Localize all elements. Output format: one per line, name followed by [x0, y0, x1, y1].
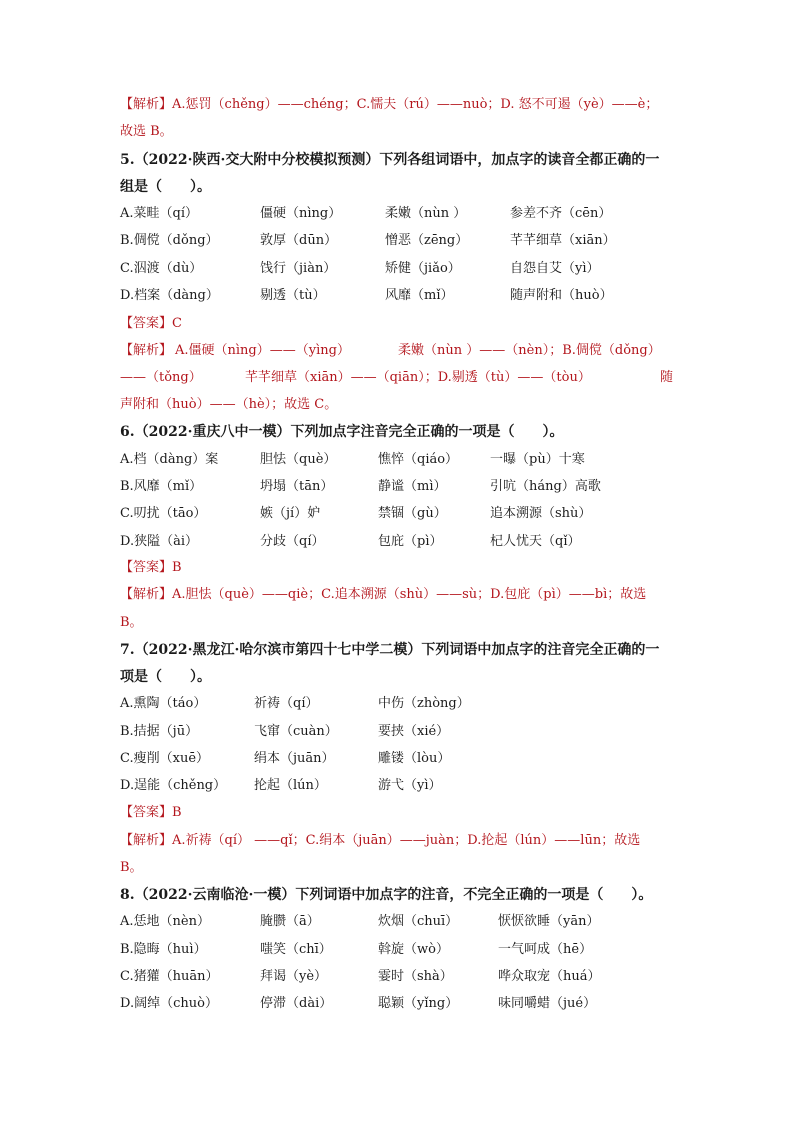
q5-stem-line2: 组是（ ）。	[120, 179, 211, 195]
q6-answer: 【答案】B	[120, 560, 182, 575]
q4-analysis-end: 故选 B。	[120, 124, 173, 139]
q7-answer: 【答案】B	[120, 805, 182, 820]
q5-answer: 【答案】C	[120, 316, 182, 331]
q7-analysis-line: 【解析】A.祈祷（qí） ——qǐ；C.绢本（juān）——juàn；D.抡起（lún）——lūn；故选	[120, 833, 641, 848]
q8-stem: 8.（2022·云南临沧·一模）下列词语中加点字的注音，不完全正确的一项是（ ）。	[120, 887, 653, 903]
q7-stem-line1: 7.（2022·黑龙江·哈尔滨市第四十七中学二模）下列词语中加点字的注音完全正确的一	[120, 642, 660, 658]
q5-analysis-line2: ——（tǒng） 芊芊细草（xiān）——（qiān）；D.剔透（tù）——（tòu） 随	[120, 370, 674, 385]
q6-analysis-end: B。	[120, 615, 143, 630]
q6-analysis-line: 【解析】A.胆怯（què）——qiè；C.追本溯源（shù）——sù；D.包庇（pì）——bì；故选	[120, 587, 647, 602]
q5-analysis-line1: 【解析】 A.僵硬（nìng）——（yìng） 柔嫩（nùn ）——（nèn）；B.倜傥（dǒng）	[120, 343, 661, 358]
q4-analysis-line	[120, 95, 658, 115]
q7-stem-line2: 项是（ ）。	[120, 669, 211, 685]
document-page: 【解析】A.惩罚（chěng）——chéng；C.懦夫（rú）——nuò；D. 怒不可遏（yè）——è； 故选 B。 5.（2022·陕西·交大附中分校模拟预测）下列各组词语中，加点字的读音全都正确的一 组是（ ）。 A.菜畦（qí） 僵硬（nìng） 柔嫩（nùn ） 参差不齐（cēn） B.倜傥（dǒng） 敦厚（dūn） 憎恶（zēng） 芊芊细草（xiān） C.泅渡（dù） 饯行（jiàn） 矫健（jiǎo） 自怨自艾（yì） D.档案（dàng） 剔透（tù） 风靡（mǐ） 随声附和（huò） 【答案】C 【解析】 A.僵硬（nìng）——（yìng） 柔嫩（nùn ）——（nèn）；B.倜傥（dǒng） ——（tǒng） 芊芊细草（xiān）——（qiān）；D.剔透（tù）——（tòu） 随 声附和（huò）——（hè）；故选 C。 6.（2022·重庆八中一模）下列加点字注音完全正确的一项是（ ）。 A.档（dàng）案 胆怯（què） 憔悴（qiáo） 一曝（pù）十寒 B.风靡（mǐ） 坍塌（tān） 静谧（mì） 引吭（háng）高歌 C.叨扰（tāo） 嫉（jí）妒 禁锢（gù） 追本溯源（shù） D.狭隘（ài） 分歧（qí） 包庇（pì） 杞人忧天（qǐ） 【答案】B 【解析】A.胆怯（què）——qiè；C.追本溯源（shù）——sù；D.包庇（pì）——bì；故选 B。 7.（2022·黑龙江·哈尔滨市第四十七中学二模）下列词语中加点字的注音完全正确的一 项是（ ）。 A.熏陶（táo） 祈祷（qí） 中伤（zhòng） B.拮据（jū） 飞窜（cuàn） 要挟（xié） C.瘦削（xuē） 绢本（juān） 雕镂（lòu） D.逞能（chěng） 抡起（lún） 游弋（yì） 【答案】B 【解析】A.祈祷（qí） ——qǐ；C.绢本（juān）——juàn；D.抡起（lún）——lūn；故选 B。 8.（2022·云南临沧·一模）下列词语中加点字的注音，不完全正确的一项是（ ）。 A.恁地（nèn） 腌臜（ā） 炊烟（chuī） 恹恹欲睡（yān） B.隐晦（huì） 嗤笑（chī） 斡旋（wò） 一气呵成（hē） C.猪獾（huān） 拜谒（yè） 霎时（shà） 哗众取宠（huá） D.阔绰（chuò） 停滞（dài） 聪颖（yǐng） 味同嚼蜡（jué）	[0, 0, 794, 1123]
q6-stem: 6.（2022·重庆八中一模）下列加点字注音完全正确的一项是（ ）。	[120, 424, 564, 440]
q7-analysis-end: B。	[120, 860, 143, 875]
q5-stem-line1: 5.（2022·陕西·交大附中分校模拟预测）下列各组词语中，加点字的读音全都正确的一	[120, 152, 660, 168]
q5-analysis-line3: 声附和（huò）——（hè）；故选 C。	[120, 397, 338, 412]
analysis-label: 【解析】	[120, 97, 173, 112]
analysis-text: A.惩罚（chěng）——chéng；C.懦夫（rú）——nuò；D. 怒不可遏（yè）——è；	[172, 97, 659, 112]
